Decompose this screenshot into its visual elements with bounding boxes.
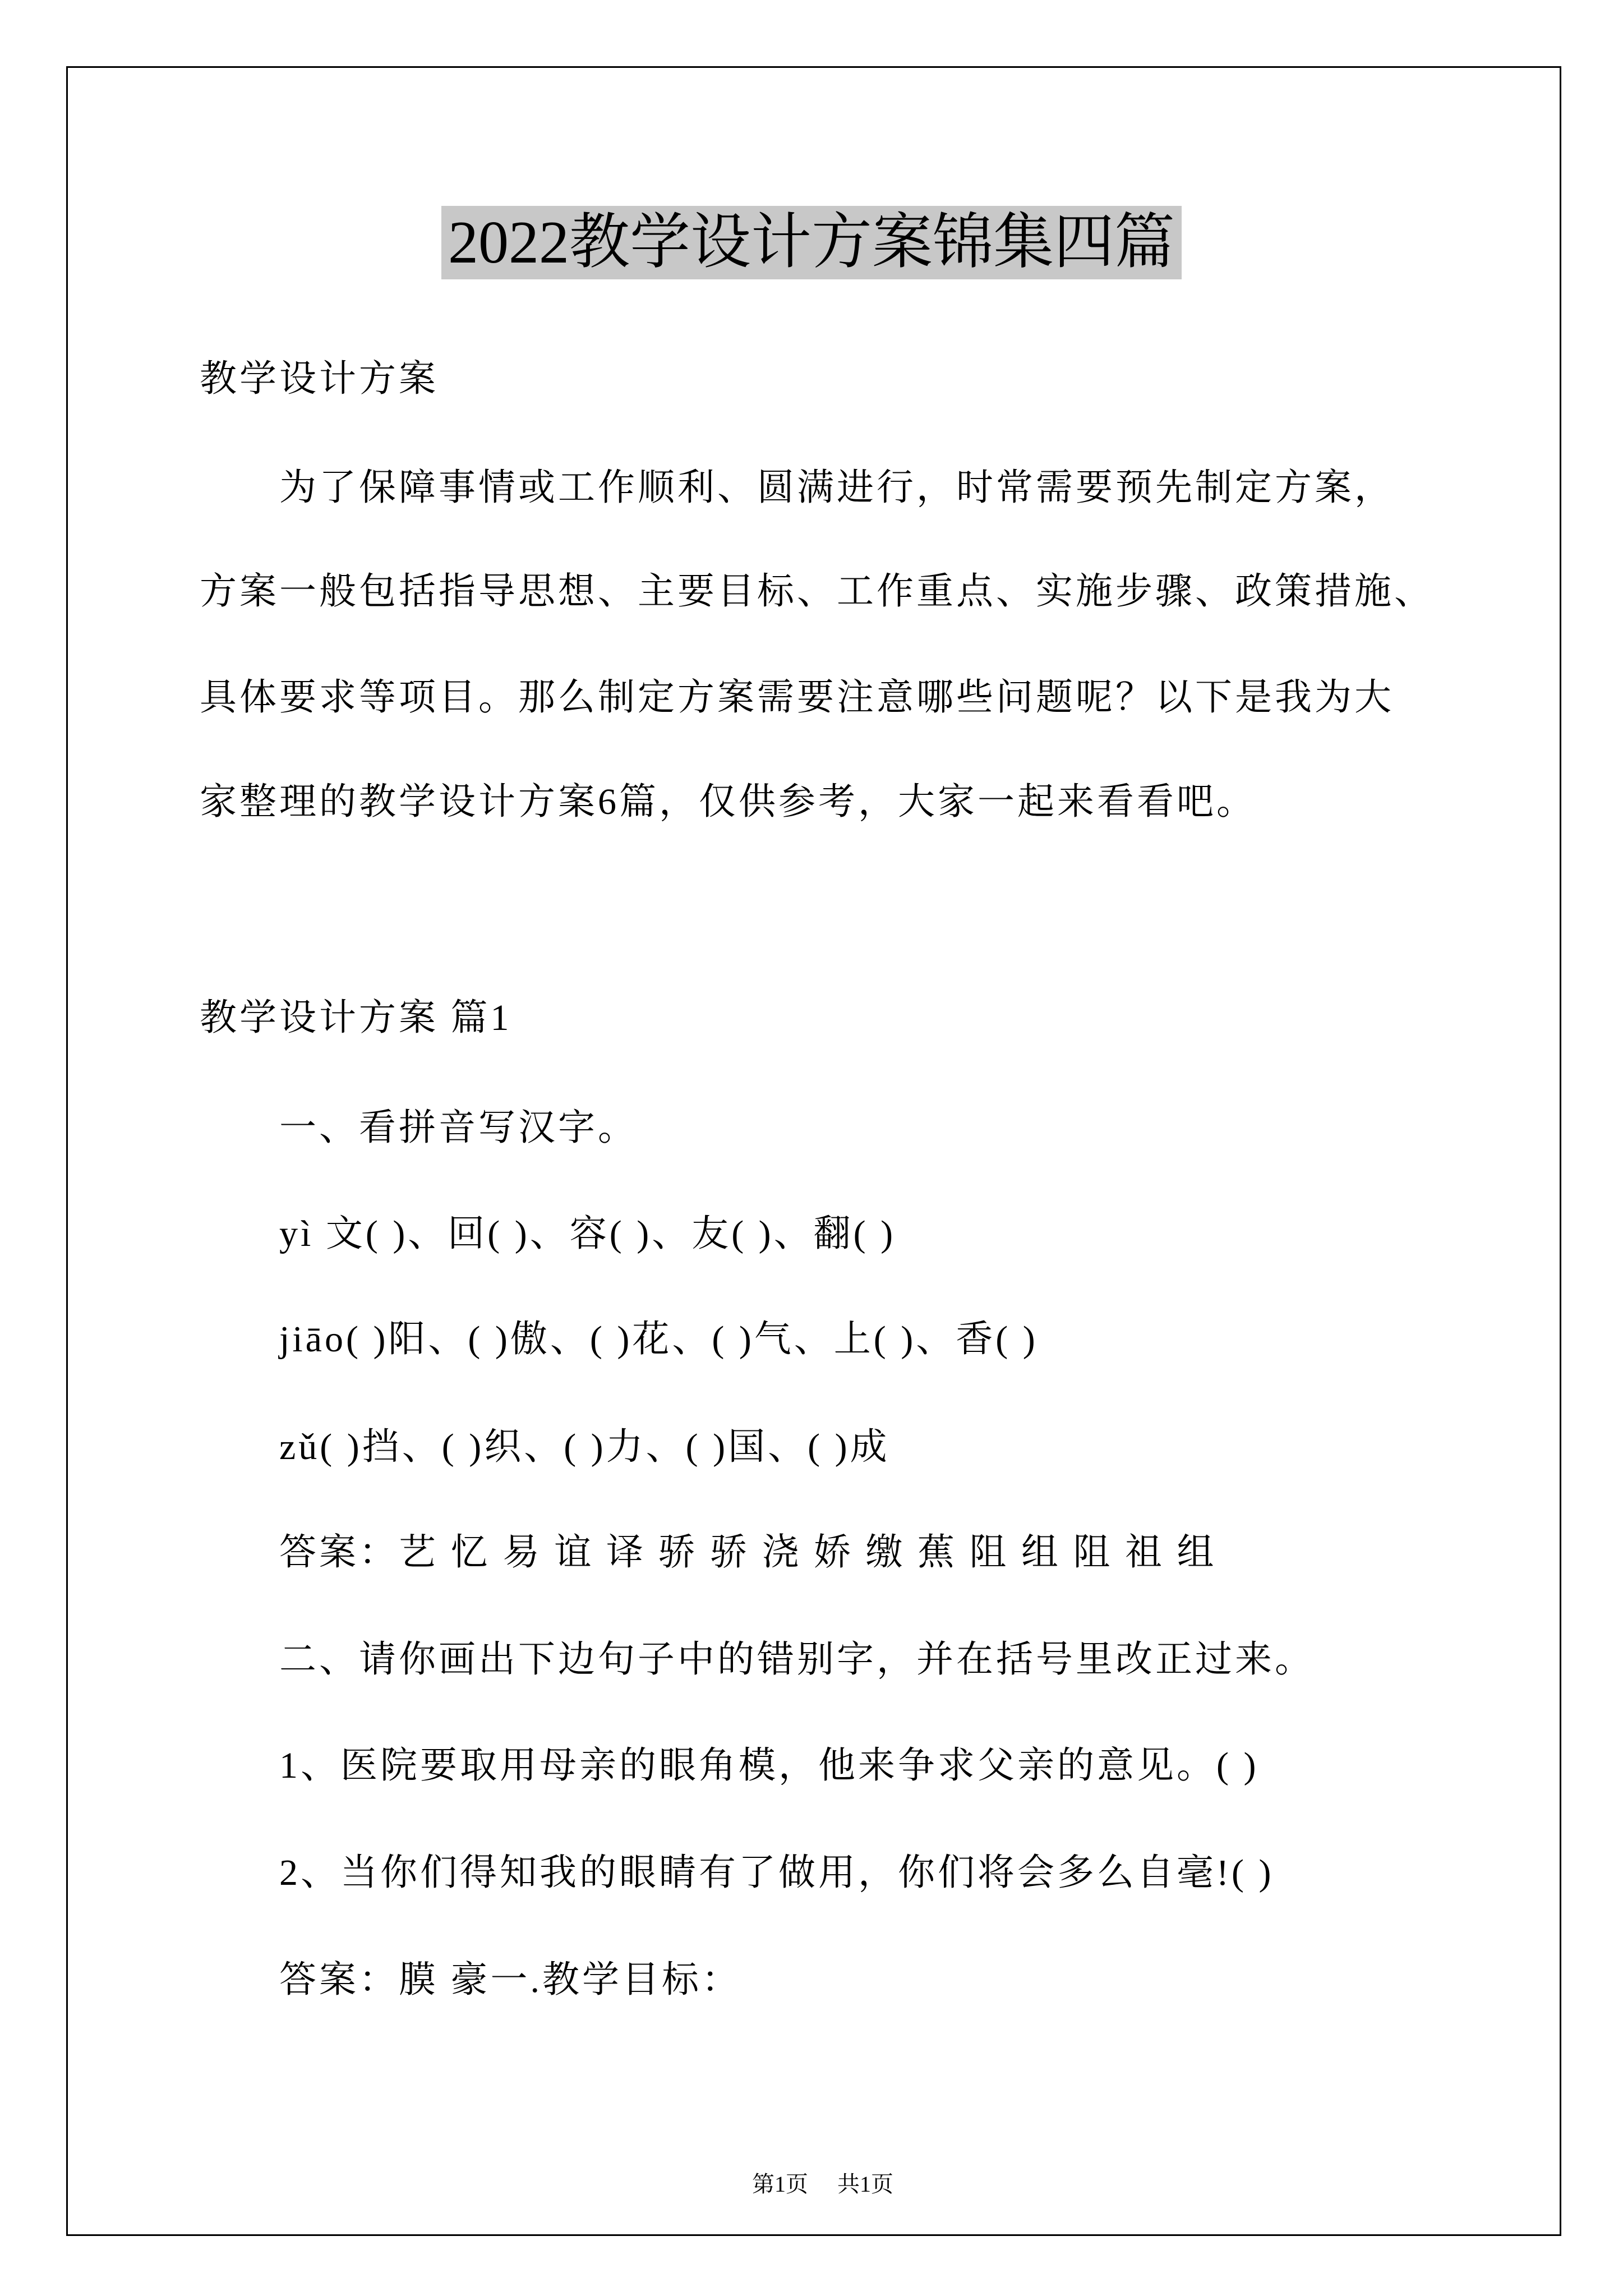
exercise-line: zǔ( )挡、( )织、( )力、( )国、( )成 [279,1427,890,1467]
answer-line: 答案：艺 忆 易 谊 译 骄 骄 浇 娇 缴 蕉 阻 组 阻 祖 组 [279,1532,1217,1573]
page-current-label: 第1页 [752,2171,808,2197]
exercise-line: yì 文( )、回( )、容( )、友( )、翻( ) [279,1213,896,1254]
exercise-line: jiāo( )阳、( )傲、( )花、( )气、上( )、香( ) [279,1319,1038,1360]
answer-line: 答案：膜 豪一.教学目标： [279,1959,741,2000]
exercise-line: 一、看拼音写汉字。 [279,1107,638,1148]
intro-line: 具体要求等项目。那么制定方案需要注意哪些问题呢？以下是我为大 [200,677,1394,718]
exercise-line: 二、请你画出下边句子中的错别字，并在括号里改正过来。 [279,1639,1315,1680]
section-1-heading: 教学设计方案 篇1 [200,997,512,1038]
page-footer [0,2134,1623,2235]
page-total-label: 共1页 [837,2171,893,2197]
title-area [0,206,1623,279]
intro-line: 为了保障事情或工作顺利、圆满进行，时常需要预先制定方案， [279,467,1394,508]
intro-line: 家整理的教学设计方案6篇，仅供参考，大家一起来看看吧。 [200,781,1256,822]
intro-line: 方案一般包括指导思想、主要目标、工作重点、实施步骤、政策措施、 [200,571,1434,612]
document-title: 2022教学设计方案锦集四篇 [441,206,1182,279]
exercise-line: 1、医院要取用母亲的眼角模，他来争求父亲的意见。( ) [279,1745,1259,1786]
section-heading: 教学设计方案 [200,358,439,399]
exercise-line: 2、当你们得知我的眼睛有了做用，你们将会多么自毫!( ) [279,1852,1274,1893]
